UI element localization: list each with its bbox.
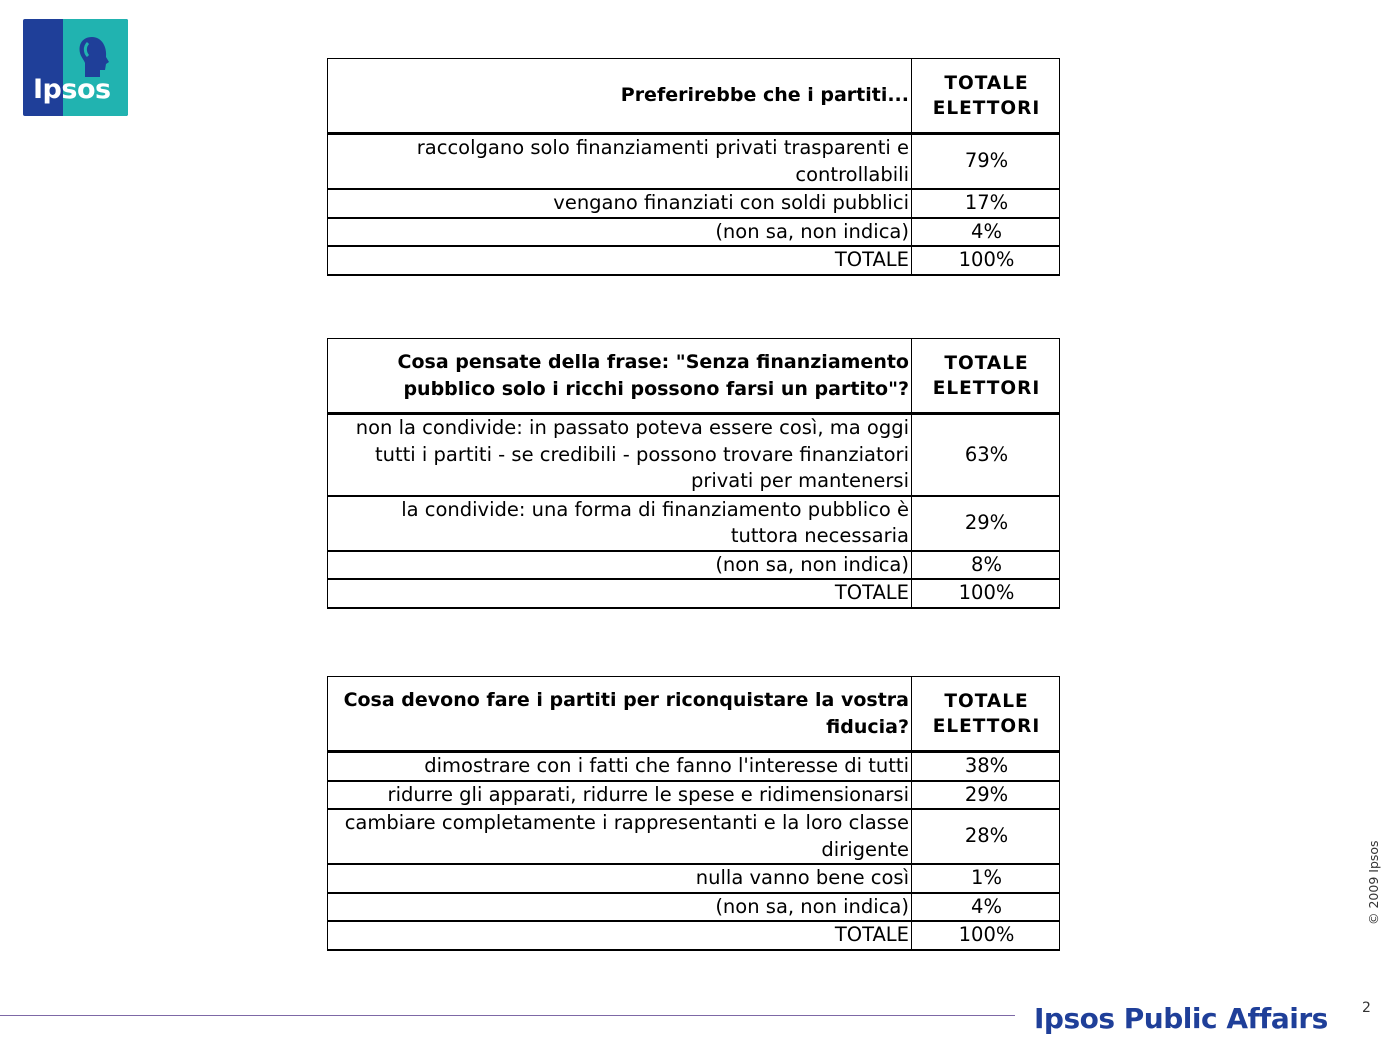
survey-table-financing-preference [327, 58, 1060, 276]
row-label: (non sa, non indica) [328, 893, 912, 922]
table-header-row [328, 677, 1060, 752]
table-row [328, 189, 1060, 218]
total-label: TOTALE [328, 921, 912, 950]
total-label: TOTALE [328, 579, 912, 608]
question-header: Cosa devono fare i partiti per riconquistare la vostra fiducia? [328, 677, 912, 752]
row-value: 1% [912, 864, 1060, 893]
row-value: 63% [912, 414, 1060, 496]
table-row [328, 864, 1060, 893]
row-label: non la condivide: in passato poteva essere così, ma oggi tutti i partiti - se credibili - possono trovare finanziatori privati per mantenersi [328, 414, 912, 496]
question-header: Preferirebbe che i partiti... [328, 59, 912, 134]
survey-table-public-financing-opinion [327, 338, 1060, 609]
table-row [328, 551, 1060, 580]
table-header-row [328, 339, 1060, 414]
row-value: 28% [912, 809, 1060, 864]
row-label: ridurre gli apparati, ridurre le spese e ridimensionarsi [328, 781, 912, 810]
table-total-row [328, 921, 1060, 950]
row-value: 29% [912, 496, 1060, 551]
total-value: 100% [912, 921, 1060, 950]
row-label: raccolgano solo finanziamenti privati trasparenti e controllabili [328, 134, 912, 190]
row-label: cambiare completamente i rappresentanti e la loro classe dirigente [328, 809, 912, 864]
total-value: 100% [912, 246, 1060, 275]
total-value: 100% [912, 579, 1060, 608]
row-label: la condivide: una forma di finanziamento pubblico è tuttora necessaria [328, 496, 912, 551]
row-value: 17% [912, 189, 1060, 218]
table-total-row [328, 579, 1060, 608]
row-label: (non sa, non indica) [328, 218, 912, 247]
row-value: 79% [912, 134, 1060, 190]
row-value: 8% [912, 551, 1060, 580]
row-value: 4% [912, 893, 1060, 922]
row-label: (non sa, non indica) [328, 551, 912, 580]
footer-divider [0, 1015, 1015, 1016]
row-label: nulla vanno bene così [328, 864, 912, 893]
table-row [328, 893, 1060, 922]
table-row [328, 809, 1060, 864]
ipsos-logo [23, 19, 128, 116]
footer-brand-name: Ipsos Public Affairs [1034, 1002, 1328, 1035]
row-label: dimostrare con i fatti che fanno l'interesse di tutti [328, 752, 912, 781]
row-value: 4% [912, 218, 1060, 247]
table-row [328, 752, 1060, 781]
logo-wordmark: Ipsos [33, 74, 111, 105]
profile-head-icon [74, 35, 110, 79]
table-row [328, 218, 1060, 247]
row-value: 29% [912, 781, 1060, 810]
total-label: TOTALE [328, 246, 912, 275]
total-voters-header: TOTALE ELETTORI [912, 677, 1060, 752]
total-voters-header: TOTALE ELETTORI [912, 59, 1060, 134]
question-header: Cosa pensate della frase: "Senza finanziamento pubblico solo i ricchi possono farsi un partito"? [328, 339, 912, 414]
table-row [328, 414, 1060, 496]
table-row [328, 134, 1060, 190]
table-row [328, 496, 1060, 551]
table-header-row [328, 59, 1060, 134]
table-total-row [328, 246, 1060, 275]
survey-table-regain-trust [327, 676, 1060, 951]
page-number: 2 [1362, 1000, 1371, 1016]
total-voters-header: TOTALE ELETTORI [912, 339, 1060, 414]
row-value: 38% [912, 752, 1060, 781]
row-label: vengano finanziati con soldi pubblici [328, 189, 912, 218]
copyright-notice: © 2009 Ipsos [1366, 840, 1381, 925]
table-row [328, 781, 1060, 810]
